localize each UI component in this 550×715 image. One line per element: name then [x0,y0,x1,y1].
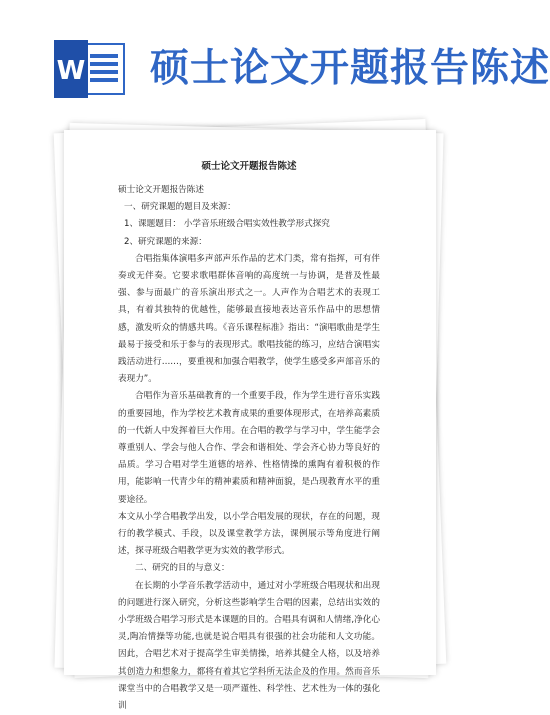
body-paragraph: 合唱作为音乐基础教育的一个重要手段，作为学生进行音乐实践的重要园地，作为学校艺术教育成果的重要体现形式，在培养高素质的一代新人中发挥着巨大作用。在合唱的教学与学习中，学生能学会尊重别人、学会与他人合作、学会和谐相处、学会齐心协力等良好的品质。学习合唱对学生道德的培养、性格情操的熏陶有着积极的作用，能影响一代青少年的精神素质和精神面貌，是凸现教育水平的重要途径。 [118,391,380,505]
body-paragraph: 在长期的小学音乐教学活动中，通过对小学班级合唱现状和出现的问题进行深入研究，分析这些影响学生合唱的因素，总结出实效的小学班级合唱学习形式是本课题的目的。合唱具有调和人情绪,净化心灵,陶冶情操等功能,也就是说合唱具有很强的社会功能和人文功能。因此，合唱艺术对于提高学生审美情操，培养其健全人格，以及培养其创造力和想象力，都将有着其它学科所无法企及的作用。然而音乐课堂当中的合唱教学又是一项严谨性、科学性、艺术性为一体的强化训 [118,580,380,712]
banner [0,0,550,118]
body-paragraph: 合唱指集体演唱多声部声乐作品的艺术门类，常有指挥，可有伴奏或无伴奏。它要求歌唱群体音响的高度统一与协调，是普及性最强、参与面最广的音乐演出形式之一。人声作为合唱艺术的表现工具，有着其独特的优越性，能够最直接地表达音乐作品中的思想情感，激发听众的情感共鸣。《音乐课程标准》指出：“演唱歌曲是学生最易于接受和乐于参与的表现形式。歌唱技能的练习，应结合演唱实践活动进行……，要重视和加强合唱教学，使学生感受多声部音乐的表现力”。 [118,253,380,385]
section-heading: 一、研究课题的题目及来源： [124,202,236,213]
list-item: 2、研究课题的来源： [124,236,207,247]
document-title: 硕士论文开题报告陈述 [201,161,297,172]
body-paragraph: 本文从小学合唱教学出发，以小学合唱发展的现状，存在的问题，现行的教学模式、手段，以及课堂教学方法，课例展示等角度进行阐述，探寻班级合唱教学更为实效的教学形式。 [118,511,380,557]
banner-title: 硕士论文开题报告陈述 [150,46,550,91]
document-body [118,160,380,715]
list-item: 1、课题题目： 小学音乐班级合唱实效性教学形式探究 [124,219,330,230]
logo-letter: W [56,56,86,86]
word-document-icon [52,40,128,98]
section-heading: 二、研究的目的与意义： [135,563,230,574]
paragraph-heading: 硕士论文开题报告陈述 [118,185,204,195]
